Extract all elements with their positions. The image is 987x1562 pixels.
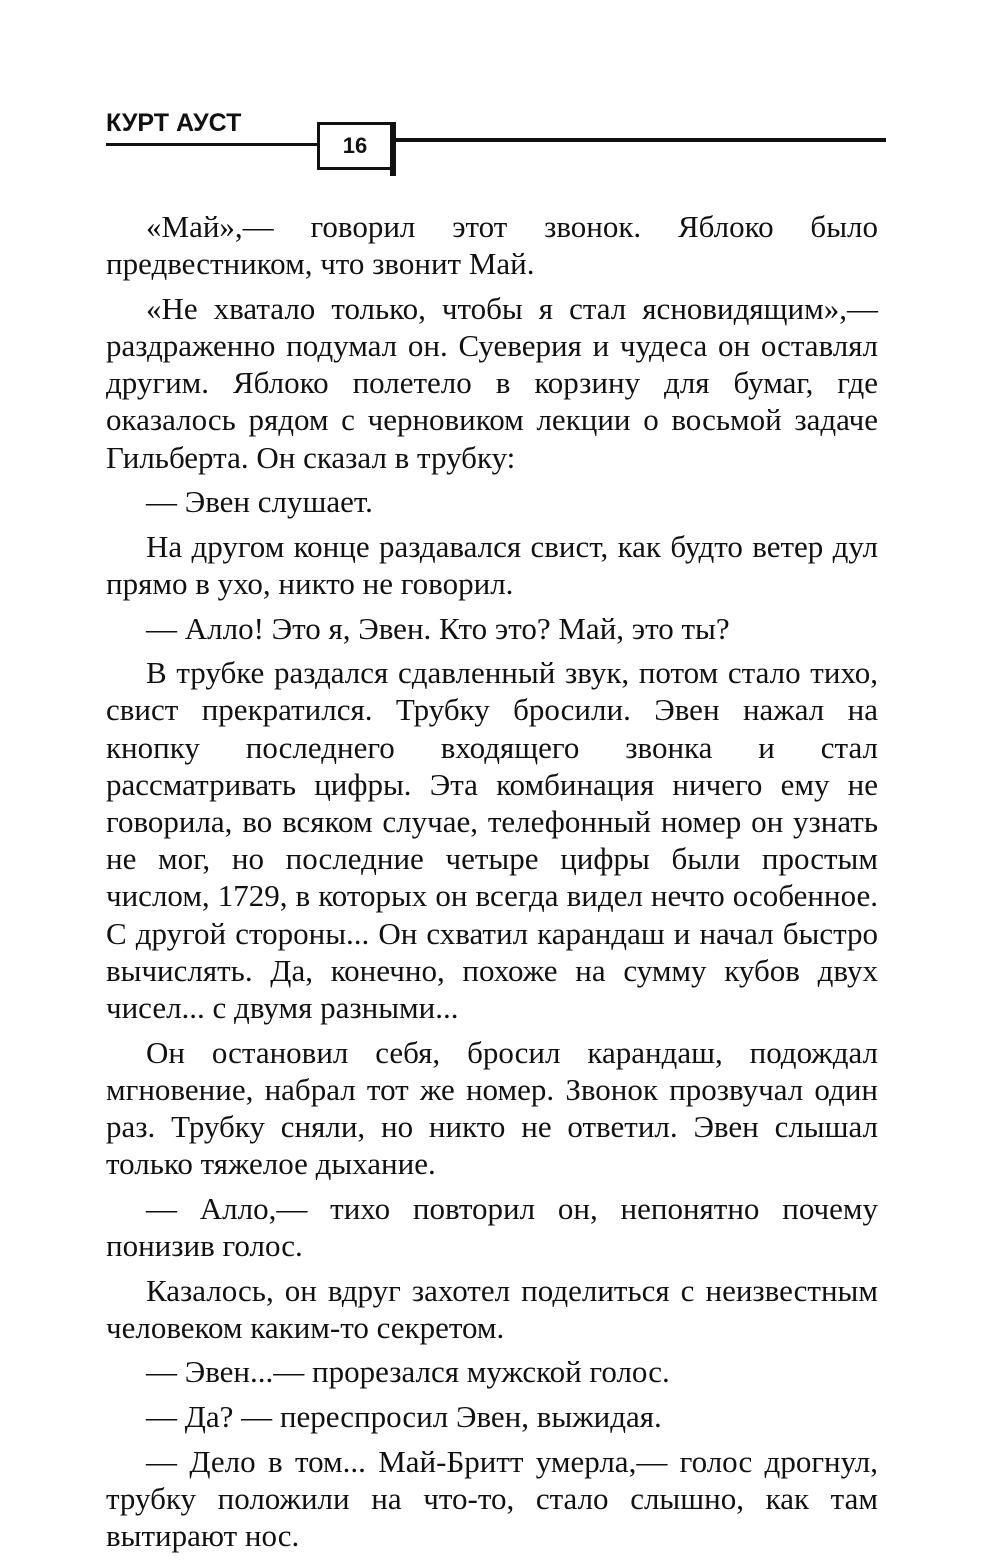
header-rule-left bbox=[106, 143, 318, 146]
paragraph: Казалось, он вдруг захотел поделиться с неизвестным человеком каким-то секретом. bbox=[106, 1272, 878, 1345]
paragraph: «Не хватало только, чтобы я стал ясновидящим»,— раздраженно подумал он. Суеверия и чудеса он оставлял другим. Яблоко полетело в корзину для бумаг, где оказалось рядом с черновиком лекции о восьмой задаче Гильберта. Он сказал в трубку: bbox=[106, 290, 878, 475]
paragraph: — Эвен слушает. bbox=[146, 484, 373, 520]
running-head-author: КУРТ АУСТ bbox=[106, 109, 242, 137]
page-number-box-shadow bbox=[390, 122, 396, 176]
page-number-box bbox=[317, 122, 393, 170]
page-number: 16 bbox=[342, 133, 368, 158]
paragraph: — Дело в том... Май-Бритт умерла,— голос дрогнул, трубку положили на что-то, стало слышно, как там вытирают нос. bbox=[106, 1443, 878, 1553]
body-text bbox=[106, 208, 878, 1562]
paragraph: На другом конце раздавался свист, как будто ветер дул прямо в ухо, никто не говорил. bbox=[106, 528, 878, 601]
paragraph: В трубке раздался сдавленный звук, потом стало тихо, свист прекратился. Трубку бросили. Эвен нажал на кнопку последнего входящего звонка и стал рассматривать цифры. Эта комбинация ничего ему не говорила, во всяком случае, телефонный номер он узнать не мог, но последние четыре цифры были простым числом, 1729, в которых он всегда видел нечто особенное. С другой стороны... Он схватил карандаш и начал быстро вычислять. Да, конечно, похоже на сумму кубов двух чисел... с двумя разными... bbox=[106, 655, 878, 1026]
paragraph: Он остановил себя, бросил карандаш, подождал мгновение, набрал тот же номер. Звонок прозвучал один раз. Трубку сняли, но никто не ответил. Эвен слышал только тяжелое дыхание. bbox=[106, 1034, 878, 1182]
paragraph: — Алло,— тихо повторил он, непонятно почему понизив голос. bbox=[106, 1190, 878, 1264]
running-header bbox=[106, 108, 886, 174]
paragraph: — Эвен...— прорезался мужской голос. bbox=[146, 1354, 670, 1390]
header-rule-right bbox=[395, 138, 886, 142]
paragraph: «Май»,— говорил этот звонок. Яблоко было предвестником, что звонит Май. bbox=[106, 209, 878, 282]
paragraph: — Да? — переспросил Эвен, выжидая. bbox=[146, 1399, 662, 1434]
paragraph: — Алло! Это я, Эвен. Кто это? Май, это ты? bbox=[146, 610, 730, 646]
